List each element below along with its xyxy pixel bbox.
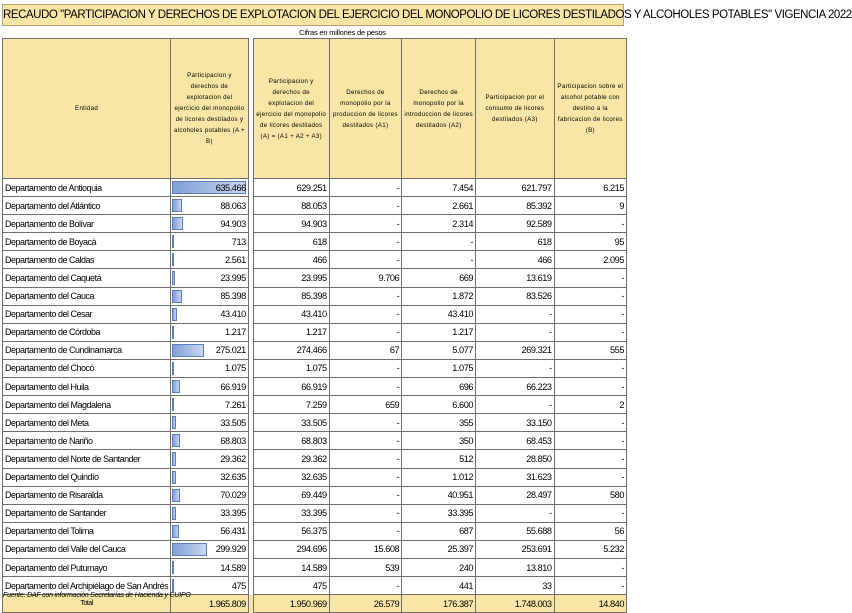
entity-name: Departamento de Bolívar: [3, 215, 171, 233]
source-note: Fuente: DAF con información Secretarías de Hacienda y CUIPO: [3, 592, 191, 599]
value-ab: 88.063: [171, 197, 249, 215]
table-row: [3, 251, 627, 269]
units-note: Cifras en millones de pesos: [299, 28, 386, 37]
value-b: 95: [554, 233, 626, 251]
value-a1: -: [329, 486, 402, 504]
data-bar: [172, 398, 174, 411]
header-a2: Derechos de monopolio por la introduccion de licores destilados (A2): [402, 39, 476, 179]
value-a1: -: [329, 215, 402, 233]
entity-name: Departamento del Putumayo: [3, 558, 171, 576]
value-b: -: [554, 504, 626, 522]
data-bar: [172, 253, 174, 266]
value-a1: -: [329, 359, 402, 377]
value-ab: 29.362: [171, 450, 249, 468]
value-ab: 85.398: [171, 287, 249, 305]
data-bar: [172, 199, 182, 212]
total-label: Total: [3, 595, 171, 613]
entity-name: Departamento de Cundinamarca: [3, 341, 171, 359]
entity-name: Departamento de Caldas: [3, 251, 171, 269]
value-a1: 539: [329, 558, 402, 576]
entity-name: Departamento del Valle del Cauca: [3, 540, 171, 558]
value-ab: 94.903: [171, 215, 249, 233]
value-a2: 7.454: [402, 179, 476, 197]
entity-name: Departamento de Antioquia: [3, 179, 171, 197]
value-a3: -: [476, 504, 555, 522]
value-a: 23.995: [253, 269, 329, 287]
value-a: 475: [253, 577, 329, 595]
value-b: -: [554, 287, 626, 305]
table-row: [3, 287, 627, 305]
value-ab: 32.635: [171, 468, 249, 486]
value-a: 56.375: [253, 522, 329, 540]
value-b: -: [554, 414, 626, 432]
value-a2: 1.872: [402, 287, 476, 305]
value-a2: 2.661: [402, 197, 476, 215]
value-ab: 14.589: [171, 558, 249, 576]
entity-name: Departamento de Risaralda: [3, 486, 171, 504]
value-ab: 43.410: [171, 305, 249, 323]
entity-name: Departamento del Caquetá: [3, 269, 171, 287]
value-a2: 355: [402, 414, 476, 432]
value-a3: -: [476, 305, 555, 323]
data-bar: [172, 452, 175, 465]
value-a: 7.259: [253, 396, 329, 414]
table-row: [3, 269, 627, 287]
value-ab: 56.431: [171, 522, 249, 540]
value-a1: 67: [329, 341, 402, 359]
value-ab: 66.919: [171, 378, 249, 396]
data-bar: [172, 235, 174, 248]
value-a3: -: [476, 359, 555, 377]
value-a: 1.217: [253, 323, 329, 341]
value-b: 555: [554, 341, 626, 359]
value-ab: 68.803: [171, 432, 249, 450]
value-a1: -: [329, 414, 402, 432]
table-row: [3, 323, 627, 341]
data-bar: [172, 290, 182, 303]
value-a1: 9.706: [329, 269, 402, 287]
total-a1: 26.579: [329, 595, 402, 613]
value-a3: 66.223: [476, 378, 555, 396]
value-ab: 1.217: [171, 323, 249, 341]
entity-name: Departamento de Santander: [3, 504, 171, 522]
table-row: [3, 305, 627, 323]
table-row: [3, 359, 627, 377]
value-a1: -: [329, 450, 402, 468]
value-a2: 1.075: [402, 359, 476, 377]
value-a: 618: [253, 233, 329, 251]
value-a1: 15.608: [329, 540, 402, 558]
value-a2: -: [402, 251, 476, 269]
entity-name: Departamento de Nariño: [3, 432, 171, 450]
table-row: [3, 233, 627, 251]
value-a1: 659: [329, 396, 402, 414]
data-bar: [172, 380, 180, 393]
header-total-a: Participacion y derechos de explotacion del ejercicio del monopolio de licores destilados (A) = (A1 + A2 + A3): [253, 39, 329, 179]
entity-name: Departamento del Huila: [3, 378, 171, 396]
table-row: [3, 558, 627, 576]
table-row: [3, 522, 627, 540]
value-a2: 1.012: [402, 468, 476, 486]
data-bar: [172, 561, 174, 574]
value-ab: 635.466: [171, 179, 249, 197]
value-b: -: [554, 305, 626, 323]
data-bar: [172, 308, 177, 321]
value-a: 466: [253, 251, 329, 269]
entity-name: Departamento del Meta: [3, 414, 171, 432]
value-a2: 25.397: [402, 540, 476, 558]
value-b: -: [554, 215, 626, 233]
value-b: -: [554, 359, 626, 377]
table-row: [3, 486, 627, 504]
value-ab: 33.395: [171, 504, 249, 522]
value-a3: 253.691: [476, 540, 555, 558]
value-ab: 713: [171, 233, 249, 251]
value-a1: -: [329, 305, 402, 323]
value-a: 1.075: [253, 359, 329, 377]
table-row: [3, 215, 627, 233]
entity-name: Departamento del Chocó: [3, 359, 171, 377]
data-bar: [172, 471, 176, 484]
value-b: -: [554, 468, 626, 486]
data-bar: [172, 507, 176, 520]
value-b: -: [554, 432, 626, 450]
table-row: [3, 450, 627, 468]
entity-name: Departamento del Archipiélago de San Andrés: [3, 577, 171, 595]
value-a3: 621.797: [476, 179, 555, 197]
entity-name: Departamento del Tolima: [3, 522, 171, 540]
header-a3: Participacion por el consumo de licores destilados (A3): [476, 39, 555, 179]
value-a3: 92.589: [476, 215, 555, 233]
value-b: -: [554, 378, 626, 396]
data-bar: [172, 344, 204, 357]
value-a3: 33.150: [476, 414, 555, 432]
value-a2: 2.314: [402, 215, 476, 233]
value-a3: 269.321: [476, 341, 555, 359]
data-bar: [172, 271, 175, 284]
total-a3: 1.748.003: [476, 595, 555, 613]
total-b: 14.840: [554, 595, 626, 613]
value-a: 629.251: [253, 179, 329, 197]
value-a3: 28.497: [476, 486, 555, 504]
value-a3: 85.392: [476, 197, 555, 215]
value-a1: -: [329, 432, 402, 450]
value-a3: 466: [476, 251, 555, 269]
table-row: [3, 341, 627, 359]
value-a2: 441: [402, 577, 476, 595]
value-a2: 350: [402, 432, 476, 450]
entity-name: Departamento del Cauca: [3, 287, 171, 305]
value-a1: -: [329, 577, 402, 595]
value-b: 2.095: [554, 251, 626, 269]
value-a: 85.398: [253, 287, 329, 305]
table-row: [3, 468, 627, 486]
value-b: -: [554, 450, 626, 468]
value-ab: 1.075: [171, 359, 249, 377]
value-b: 2: [554, 396, 626, 414]
value-a2: 43.410: [402, 305, 476, 323]
data-bar: [172, 416, 176, 429]
value-a3: 13.810: [476, 558, 555, 576]
value-a3: 31.623: [476, 468, 555, 486]
value-a1: -: [329, 378, 402, 396]
value-b: -: [554, 323, 626, 341]
data-bar: [172, 362, 174, 375]
value-a1: -: [329, 323, 402, 341]
value-a3: 618: [476, 233, 555, 251]
value-a2: 240: [402, 558, 476, 576]
value-b: -: [554, 269, 626, 287]
value-ab: 299.929: [171, 540, 249, 558]
value-a2: 33.395: [402, 504, 476, 522]
entity-name: Departamento del Quindío: [3, 468, 171, 486]
table-row: [3, 414, 627, 432]
value-a: 274.466: [253, 341, 329, 359]
header-a1: Derechos de monopolio por la produccion de licores destilados (A1): [329, 39, 402, 179]
value-b: 6.215: [554, 179, 626, 197]
value-a3: 33: [476, 577, 555, 595]
value-a1: -: [329, 233, 402, 251]
value-a2: 6.600: [402, 396, 476, 414]
value-a1: -: [329, 522, 402, 540]
entity-name: Departamento del Norte de Santander: [3, 450, 171, 468]
value-a1: -: [329, 504, 402, 522]
value-a2: 5.077: [402, 341, 476, 359]
data-bar: [172, 579, 174, 592]
table-row: [3, 179, 627, 197]
value-b: -: [554, 577, 626, 595]
report-title: RECAUDO "PARTICIPACION Y DERECHOS DE EXPLOTACION DEL EJERCICIO DEL MONOPOLIO DE LICORES DESTILADOS Y ALCOHOLES POTABLES" VIGENCIA 2022: [2, 4, 624, 26]
revenue-table: [2, 38, 627, 613]
value-a3: 83.526: [476, 287, 555, 305]
data-bar: [172, 434, 180, 447]
data-bar: [172, 543, 207, 556]
entity-name: Departamento de Boyacá: [3, 233, 171, 251]
value-a2: 696: [402, 378, 476, 396]
header-total-ab: Participacion y derechos de explotacion del ejercicio del monopolio de licores destilados y alcoholes potables (A + B): [171, 39, 249, 179]
value-a2: 687: [402, 522, 476, 540]
table-row: [3, 540, 627, 558]
value-a: 32.635: [253, 468, 329, 486]
value-a: 29.362: [253, 450, 329, 468]
data-bar: [172, 326, 174, 339]
value-a3: 28.850: [476, 450, 555, 468]
header-entity: Entidad: [3, 39, 171, 179]
table-row: [3, 504, 627, 522]
table-row: [3, 197, 627, 215]
value-a2: 512: [402, 450, 476, 468]
value-a: 94.903: [253, 215, 329, 233]
total-ab: 1.965.809: [171, 595, 249, 613]
value-a3: 13.619: [476, 269, 555, 287]
value-ab: 23.995: [171, 269, 249, 287]
value-a: 43.410: [253, 305, 329, 323]
value-b: 56: [554, 522, 626, 540]
entity-name: Departamento de Córdoba: [3, 323, 171, 341]
value-a3: 55.688: [476, 522, 555, 540]
header-b: Participacion sobre el alcohol potable con destino a la fabricacion de licores (B): [554, 39, 626, 179]
total-a: 1.950.969: [253, 595, 329, 613]
value-a3: -: [476, 396, 555, 414]
value-a2: 40.951: [402, 486, 476, 504]
value-b: 5.232: [554, 540, 626, 558]
value-ab: 475: [171, 577, 249, 595]
value-ab: 2.561: [171, 251, 249, 269]
table-row: [3, 396, 627, 414]
table-row: [3, 432, 627, 450]
value-a: 294.696: [253, 540, 329, 558]
value-ab: 70.029: [171, 486, 249, 504]
data-bar: [172, 525, 179, 538]
value-a1: -: [329, 251, 402, 269]
total-a2: 176.387: [402, 595, 476, 613]
data-bar: [172, 217, 183, 230]
value-ab: 275.021: [171, 341, 249, 359]
value-a1: -: [329, 179, 402, 197]
value-b: -: [554, 558, 626, 576]
value-a1: -: [329, 287, 402, 305]
value-a3: 68.453: [476, 432, 555, 450]
value-a2: -: [402, 233, 476, 251]
value-a3: -: [476, 323, 555, 341]
value-a1: -: [329, 468, 402, 486]
value-a: 69.449: [253, 486, 329, 504]
value-a: 33.505: [253, 414, 329, 432]
entity-name: Departamento del Atlántico: [3, 197, 171, 215]
value-a: 68.803: [253, 432, 329, 450]
value-a1: -: [329, 197, 402, 215]
entity-name: Departamento del Magdalena: [3, 396, 171, 414]
value-b: 580: [554, 486, 626, 504]
value-ab: 7.261: [171, 396, 249, 414]
value-b: 9: [554, 197, 626, 215]
value-ab: 33.505: [171, 414, 249, 432]
value-a: 33.395: [253, 504, 329, 522]
entity-name: Departamento del Cesar: [3, 305, 171, 323]
value-a2: 1.217: [402, 323, 476, 341]
value-a: 66.919: [253, 378, 329, 396]
value-a: 88.053: [253, 197, 329, 215]
data-bar: [172, 489, 180, 502]
value-a: 14.589: [253, 558, 329, 576]
table-row: [3, 378, 627, 396]
value-a2: 669: [402, 269, 476, 287]
